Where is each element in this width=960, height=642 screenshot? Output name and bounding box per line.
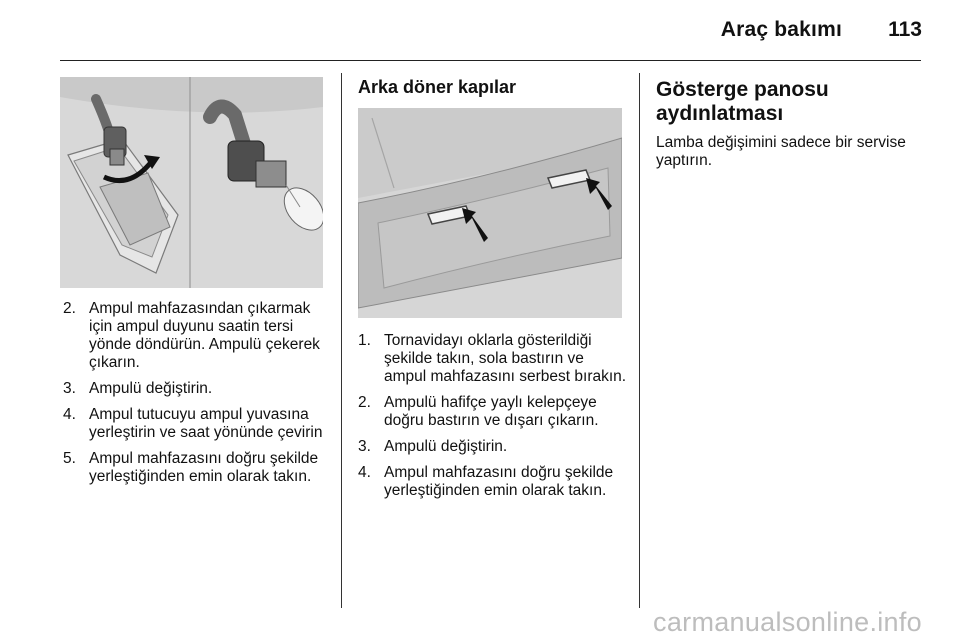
step-number: 3. bbox=[63, 380, 76, 397]
step-text: Ampul mahfazasından çıkarmak için ampul duyunu saatin tersi yönde döndürün. Ampulü çekerek çıkarın. bbox=[89, 300, 320, 371]
step-text: Ampulü değiştirin. bbox=[384, 438, 508, 455]
bulb-removal-drawing bbox=[60, 77, 323, 288]
list-item bbox=[358, 438, 628, 456]
column-divider-left bbox=[341, 73, 342, 608]
step-number: 4. bbox=[63, 406, 76, 423]
list-item bbox=[63, 406, 327, 442]
step-number: 2. bbox=[358, 394, 371, 411]
step-number: 4. bbox=[358, 464, 371, 481]
list-item bbox=[63, 450, 327, 486]
section-heading-instrument-panel: Gösterge panosu aydınlatması bbox=[656, 78, 829, 125]
step-text: Tornavidayı oklarla gösterildiği şekilde takın, sola bastırın ve ampul mahfazasını serbest bırakın. bbox=[384, 332, 627, 385]
step-text: Ampul mahfazasını doğru şekilde yerleştiğinden emin olarak takın. bbox=[384, 464, 614, 499]
watermark: carmanualsonline.info bbox=[653, 607, 922, 637]
list-item bbox=[63, 380, 327, 398]
step-text: Ampulü değiştirin. bbox=[89, 380, 213, 397]
middle-steps-list bbox=[358, 332, 628, 508]
rear-door-lamp-illustration bbox=[358, 108, 622, 318]
list-item bbox=[358, 464, 628, 500]
list-item bbox=[358, 332, 628, 386]
bulb-removal-illustration bbox=[60, 77, 323, 288]
column-divider-right bbox=[639, 73, 640, 608]
page-section-title: Araç bakımı bbox=[720, 18, 842, 41]
step-number: 1. bbox=[358, 332, 371, 349]
step-number: 2. bbox=[63, 300, 76, 317]
step-number: 3. bbox=[358, 438, 371, 455]
page-number: 113 bbox=[888, 18, 922, 41]
step-number: 5. bbox=[63, 450, 76, 467]
instrument-panel-note: Lamba değişimini sadece bir servise yaptırın. bbox=[656, 134, 906, 169]
section-heading-rear-doors: Arka döner kapılar bbox=[358, 77, 517, 97]
header-divider bbox=[60, 60, 921, 61]
left-steps-list bbox=[63, 300, 327, 494]
step-text: Ampul tutucuyu ampul yuvasına yerleştirin ve saat yönünde çevirin bbox=[89, 406, 323, 441]
list-item bbox=[358, 394, 628, 430]
rear-door-lamp-drawing bbox=[358, 108, 622, 318]
list-item bbox=[63, 300, 327, 372]
step-text: Ampulü hafifçe yaylı kelepçeye doğru bastırın ve dışarı çıkarın. bbox=[384, 394, 599, 429]
step-text: Ampul mahfazasını doğru şekilde yerleştiğinden emin olarak takın. bbox=[89, 450, 319, 485]
